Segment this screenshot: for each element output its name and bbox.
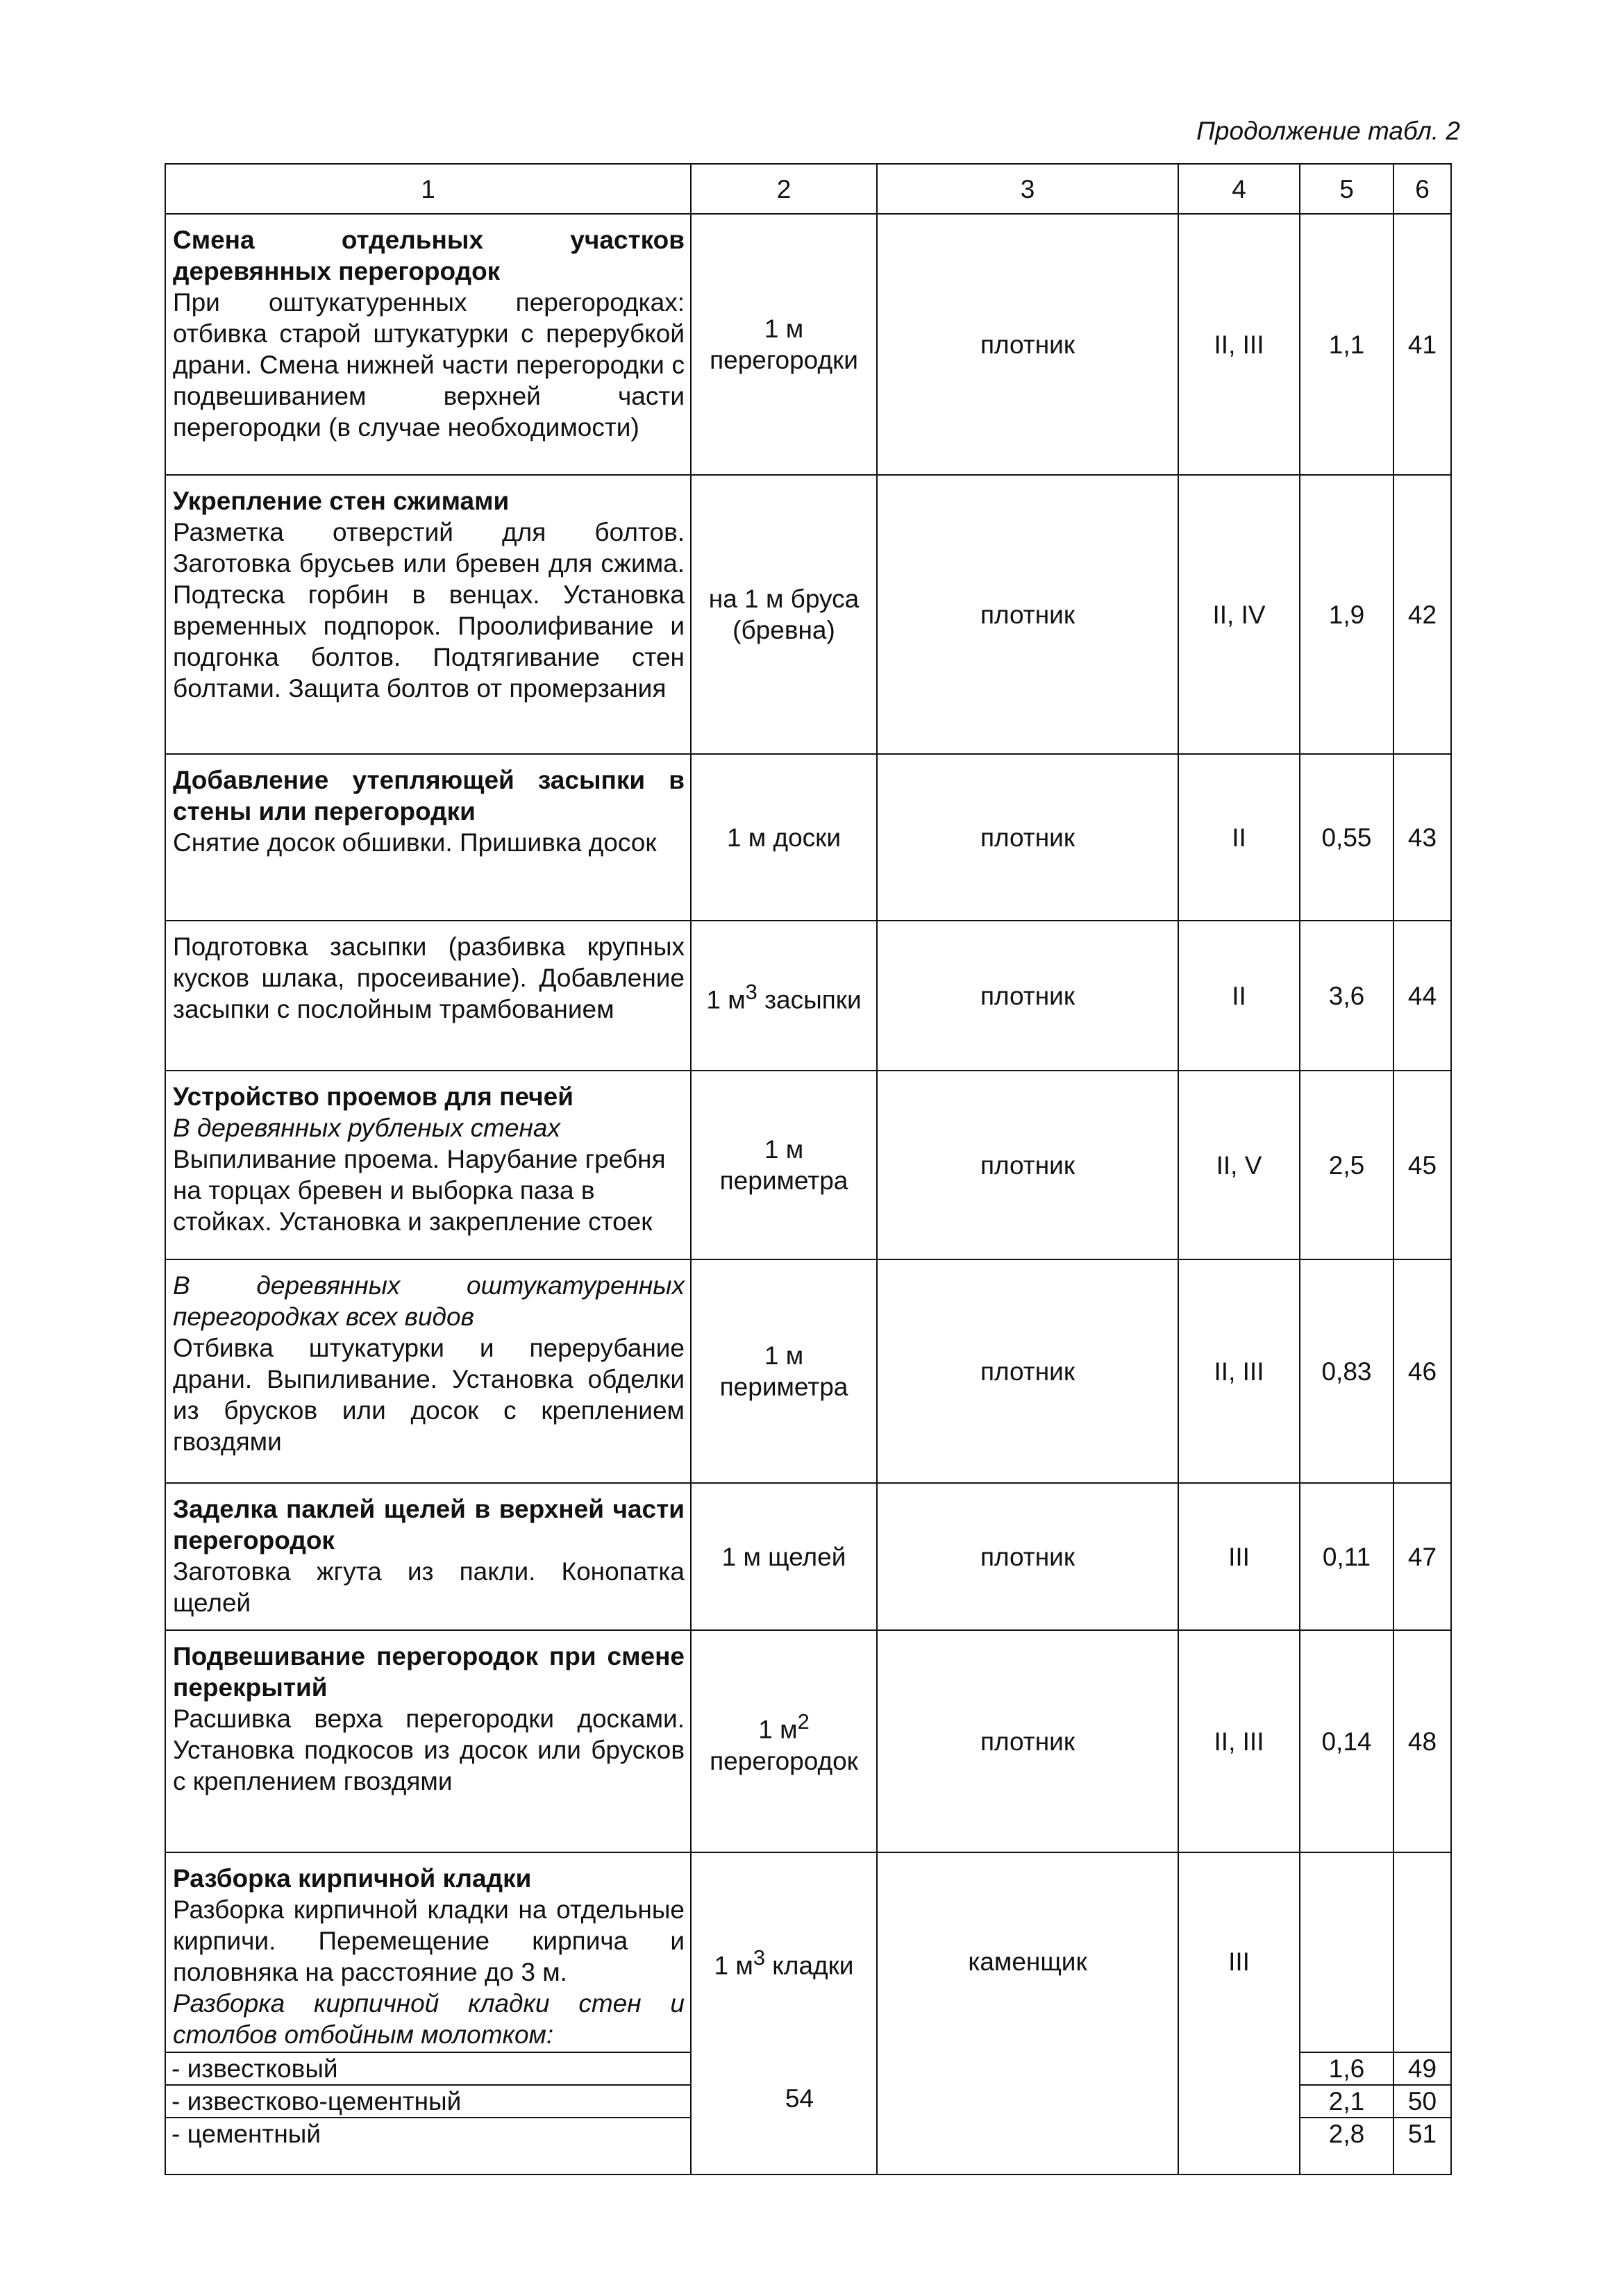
sub-row-label: - известково-цементный	[165, 2085, 691, 2118]
worker-cell: плотник	[877, 1259, 1178, 1483]
category-cell: III	[1178, 1852, 1300, 2175]
work-title: Подвешивание перегородок при смене перекрытий	[173, 1642, 685, 1702]
unit-cell	[691, 1852, 877, 2175]
unit-cell	[691, 921, 877, 1071]
category-cell: II, III	[1178, 214, 1300, 475]
norm-cell: 2,1	[1300, 2085, 1393, 2118]
number-cell: 43	[1393, 754, 1451, 921]
unit-prefix: 1 м	[706, 985, 746, 1014]
number-cell: 50	[1393, 2085, 1451, 2118]
work-text: Снятие досок обшивки. Пришивка досок	[173, 828, 657, 857]
page-number: 54	[785, 2084, 814, 2113]
norm-spacer	[1300, 1852, 1393, 2052]
number-cell: 46	[1393, 1259, 1451, 1483]
work-description	[165, 921, 691, 1071]
number-spacer	[1393, 1852, 1451, 2052]
table-row	[165, 1852, 1451, 2052]
work-title: Добавление утепляющей засыпки в стены или перегородки	[173, 766, 685, 826]
norms-table	[165, 163, 1452, 2175]
unit-suffix: кладки	[764, 1951, 854, 1980]
unit-cell: на 1 м бруса (бревна)	[691, 475, 877, 754]
unit-prefix: 1 м	[714, 1951, 753, 1980]
header-row	[165, 164, 1451, 214]
category-cell: II	[1178, 921, 1300, 1071]
norm-cell: 1,6	[1300, 2052, 1393, 2085]
work-title: Разборка кирпичной кладки	[173, 1864, 532, 1893]
worker-cell: плотник	[877, 921, 1178, 1071]
worker-cell: плотник	[877, 475, 1178, 754]
category-cell: III	[1178, 1483, 1300, 1630]
work-description	[165, 1852, 691, 2052]
work-title: Смена отдельных участков деревянных перегородок	[173, 226, 685, 285]
unit-suffix: перегородок	[710, 1746, 858, 1775]
table-caption: Продолжение табл. 2	[1196, 117, 1460, 145]
work-subtitle: В деревянных рубленых стенах	[173, 1114, 560, 1142]
work-subtitle: Разборка кирпичной кладки стен и столбов отбойным молотком:	[173, 1989, 685, 2049]
work-text: Отбивка штукатурки и перерубание драни. Выпиливание. Установка обделки из брусков или досок с креплением гвоздями	[173, 1334, 685, 1456]
number-cell: 49	[1393, 2052, 1451, 2085]
table-row	[165, 754, 1451, 921]
norm-cell: 2,8	[1300, 2118, 1393, 2175]
work-description	[165, 1071, 691, 1259]
work-description	[165, 1630, 691, 1852]
work-title: Укрепление стен сжимами	[173, 487, 510, 515]
work-text: Разборка кирпичной кладки на отдельные кирпичи. Перемещение кирпича и половняка на расстояние до 3 м.	[173, 1895, 685, 1986]
norm-cell: 3,6	[1300, 921, 1393, 1071]
work-title: Заделка паклей щелей в верхней части перегородок	[173, 1495, 685, 1555]
table-row	[165, 921, 1451, 1071]
table-row	[165, 214, 1451, 475]
work-title: Устройство проемов для печей	[173, 1082, 574, 1111]
norm-cell: 2,5	[1300, 1071, 1393, 1259]
header-col-1: 1	[165, 164, 691, 214]
norm-cell: 1,9	[1300, 475, 1393, 754]
number-cell: 41	[1393, 214, 1451, 475]
sub-row-label: - известковый	[165, 2052, 691, 2085]
unit-cell: 1 м периметра	[691, 1071, 877, 1259]
worker-cell: плотник	[877, 1071, 1178, 1259]
work-text: При оштукатуренных перегородках: отбивка старой штукатурки с перерубкой драни. Смена нижней части перегородки с подвешиванием верхней части перегородки (в случае необходимости)	[173, 288, 685, 442]
work-text: Выпиливание проема. Нарубание гребня на торцах бревен и выборка паза в стойках. Установка и закрепление стоек	[173, 1145, 666, 1236]
header-col-5: 5	[1300, 164, 1393, 214]
number-cell: 44	[1393, 921, 1451, 1071]
number-cell: 42	[1393, 475, 1451, 754]
category-cell: II, III	[1178, 1630, 1300, 1852]
table-row	[165, 1483, 1451, 1630]
work-text: Разметка отверстий для болтов. Заготовка брусьев или бревен для сжима. Подтеска горбин в венцах. Установка временных подпорок. Проолифивание и подгонка болтов. Подтягивание стен болтами. Защита болтов от промерзания	[173, 518, 685, 703]
table-row	[165, 1259, 1451, 1483]
header-col-2: 2	[691, 164, 877, 214]
unit-superscript: 3	[745, 979, 757, 1004]
sub-row-label: - цементный	[165, 2118, 691, 2175]
work-description	[165, 1259, 691, 1483]
unit-superscript: 3	[753, 1945, 765, 1970]
unit-cell: 1 м щелей	[691, 1483, 877, 1630]
norm-cell: 0,83	[1300, 1259, 1393, 1483]
header-col-4: 4	[1178, 164, 1300, 214]
norm-cell: 1,1	[1300, 214, 1393, 475]
norm-cell: 0,55	[1300, 754, 1393, 921]
header-col-3: 3	[877, 164, 1178, 214]
table-row	[165, 1071, 1451, 1259]
header-col-6: 6	[1393, 164, 1451, 214]
work-description	[165, 475, 691, 754]
unit-suffix: засыпки	[757, 985, 862, 1014]
category-cell: II	[1178, 754, 1300, 921]
worker-cell: плотник	[877, 214, 1178, 475]
work-text: Подготовка засыпки (разбивка крупных кусков шлака, просеивание). Добавление засыпки с послойным трамбованием	[173, 932, 685, 1023]
category-cell: II, III	[1178, 1259, 1300, 1483]
unit-cell: 1 м доски	[691, 754, 877, 921]
category-cell: II, V	[1178, 1071, 1300, 1259]
work-text: Заготовка жгута из пакли. Конопатка щелей	[173, 1557, 685, 1617]
unit-superscript: 2	[797, 1709, 810, 1734]
number-cell: 47	[1393, 1483, 1451, 1630]
unit-prefix: 1 м	[758, 1715, 798, 1744]
number-cell: 48	[1393, 1630, 1451, 1852]
work-subtitle: В деревянных оштукатуренных перегородках всех видов	[173, 1271, 685, 1331]
table-row	[165, 1630, 1451, 1852]
work-description	[165, 214, 691, 475]
category-cell: II, IV	[1178, 475, 1300, 754]
norm-cell: 0,11	[1300, 1483, 1393, 1630]
unit-cell: 1 м периметра	[691, 1259, 877, 1483]
unit-cell: 1 м перегородки	[691, 214, 877, 475]
work-text: Расшивка верха перегородки досками. Установка подкосов из досок или брусков с креплением гвоздями	[173, 1704, 685, 1795]
unit-cell	[691, 1630, 877, 1852]
norm-cell: 0,14	[1300, 1630, 1393, 1852]
worker-cell: плотник	[877, 1630, 1178, 1852]
worker-cell: плотник	[877, 754, 1178, 921]
work-description	[165, 754, 691, 921]
number-cell: 51	[1393, 2118, 1451, 2175]
number-cell: 45	[1393, 1071, 1451, 1259]
worker-cell: каменщик	[877, 1852, 1178, 2175]
work-description	[165, 1483, 691, 1630]
table-row	[165, 475, 1451, 754]
worker-cell: плотник	[877, 1483, 1178, 1630]
